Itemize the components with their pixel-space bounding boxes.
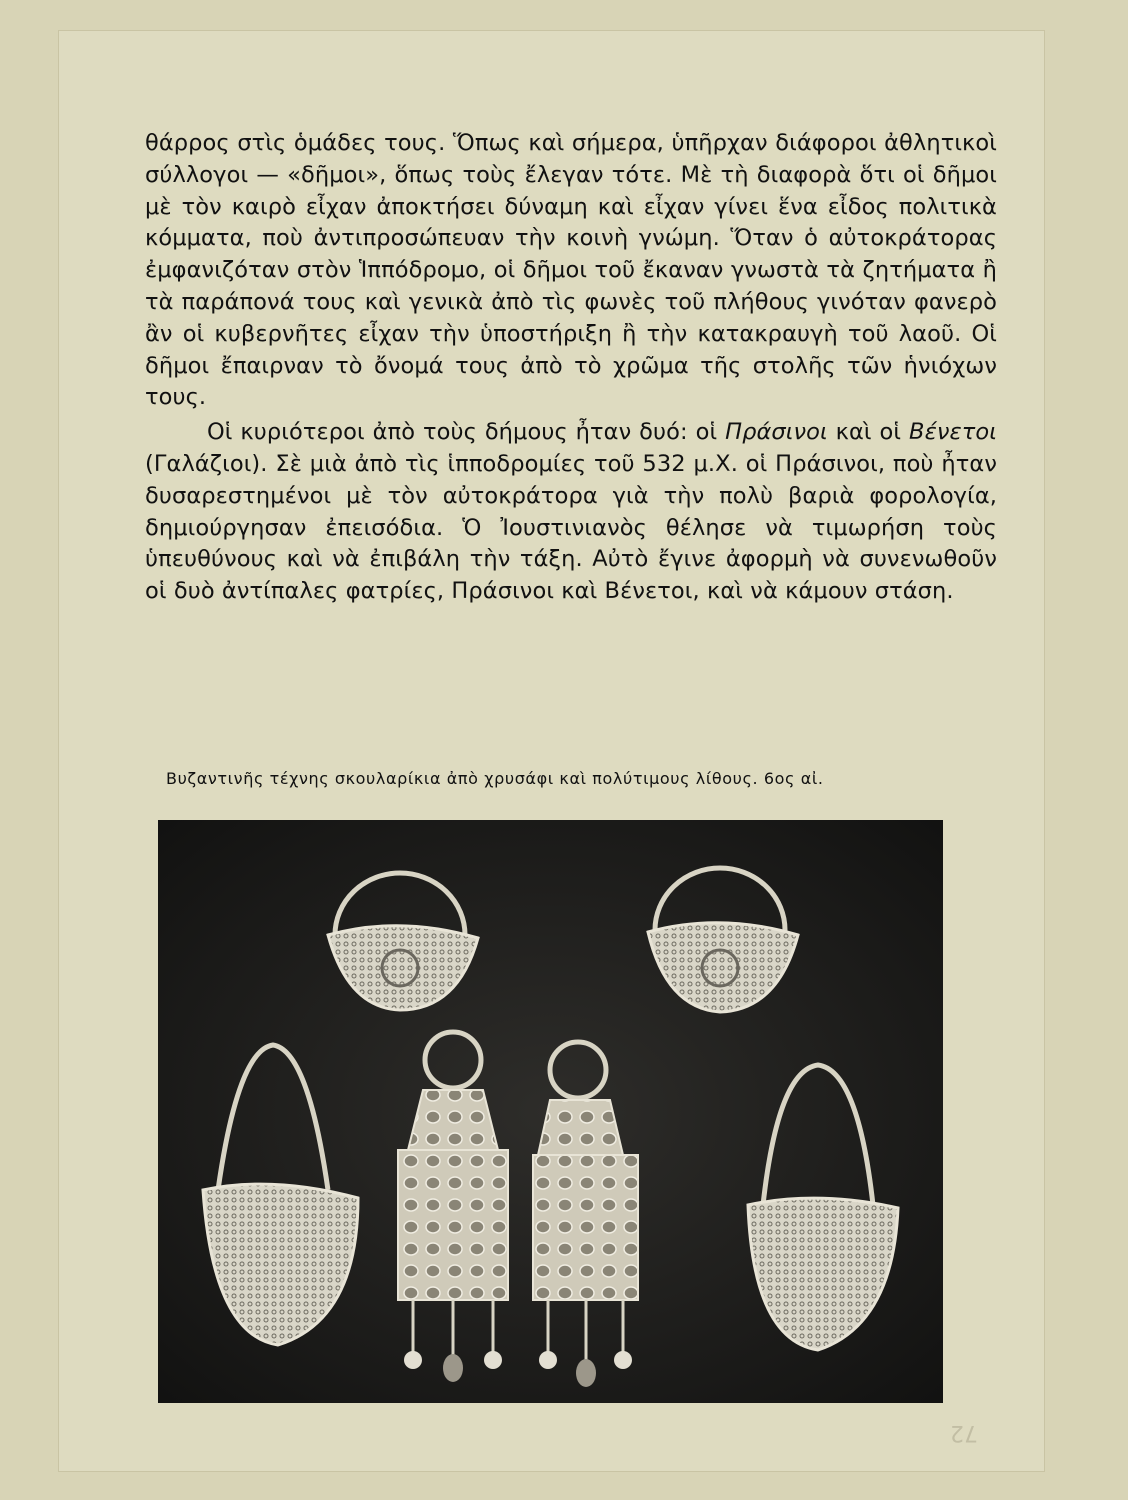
term-prasinoi: Πράσινοι: [725, 419, 828, 446]
paragraph-1: θάρρος στὶς ὁμάδες τους. Ὅπως καὶ σήμερα, ὑπῆρχαν διάφοροι ἀθλητικοὶ σύλλογοι — «δῆμοι», ὅπως τοὺς ἔλεγαν τότε. Μὲ τὴ διαφορὰ ὅτι οἱ δῆμοι μὲ τὸν καιρὸ εἶχαν ἀποκτήσει δύναμη καὶ εἶχαν γίνει ἕνα εἶδος πολιτικὰ κόμματα, ποὺ ἀντιπροσώπευαν τὴν κοινὴ γνώμη. Ὅταν ὁ αὐτοκράτορας ἐμφανιζόταν στὸν Ἱππόδρομο, οἱ δῆμοι τοῦ ἔκαναν γνωστὰ τὰ ζητήματα ἢ τὰ παράπονά τους καὶ γενικὰ ἀπὸ τὶς φωνὲς τοῦ πλήθους γινόταν φανερὸ ἂν οἱ κυβερνῆτες εἶχαν τὴν ὑποστήριξη ἢ τὴν κατακραυγὴ τοῦ λαοῦ. Οἱ δῆμοι ἔπαιρναν τὸ ὄνομά τους ἀπὸ τὸ χρῶμα τῆς στολῆς τῶν ἡνιόχων τους.: [145, 130, 997, 411]
page-number: 72: [950, 1420, 978, 1445]
paragraph-2: [145, 417, 997, 608]
photo-caption: Βυζαντινῆς τέχνης σκουλαρίκια ἀπὸ χρυσάφι καὶ πολύτιμους λίθους. 6ος αἰ.: [166, 769, 824, 788]
body-text: [145, 128, 997, 608]
earrings-photo: [158, 820, 943, 1403]
earrings-illustration: [158, 820, 943, 1403]
term-venetoi: Βένετοι: [909, 419, 997, 446]
paragraph-2-part-3: (Γαλάζιοι). Σὲ μιὰ ἀπὸ τὶς ἱπποδρομίες τοῦ 532 μ.Χ. οἱ Πράσινοι, ποὺ ἦταν δυσαρεστημένοι μὲ τὸν αὐτοκράτορα γιὰ τὴν πολὺ βαριὰ φορολογία, δημιούργησαν ἐπεισόδια. Ὁ Ἰουστινιανὸς θέλησε νὰ τιμωρήση τοὺς ὑπευθύνους καὶ νὰ ἐπιβάλη τὴν τάξη. Αὐτὸ ἔγινε ἀφορμὴ νὰ συνενωθοῦν οἱ δυὸ ἀντίπαλες φατρίες, Πράσινοι καὶ Βένετοι, καὶ νὰ κάμουν στάση.: [145, 450, 997, 605]
bleed-through-text: [980, 900, 1040, 1300]
paragraph-2-part-1: Οἱ κυριότεροι ἀπὸ τοὺς δήμους ἦταν δυό: οἱ: [207, 419, 726, 446]
paragraph-2-part-2: καὶ οἱ: [827, 419, 910, 446]
